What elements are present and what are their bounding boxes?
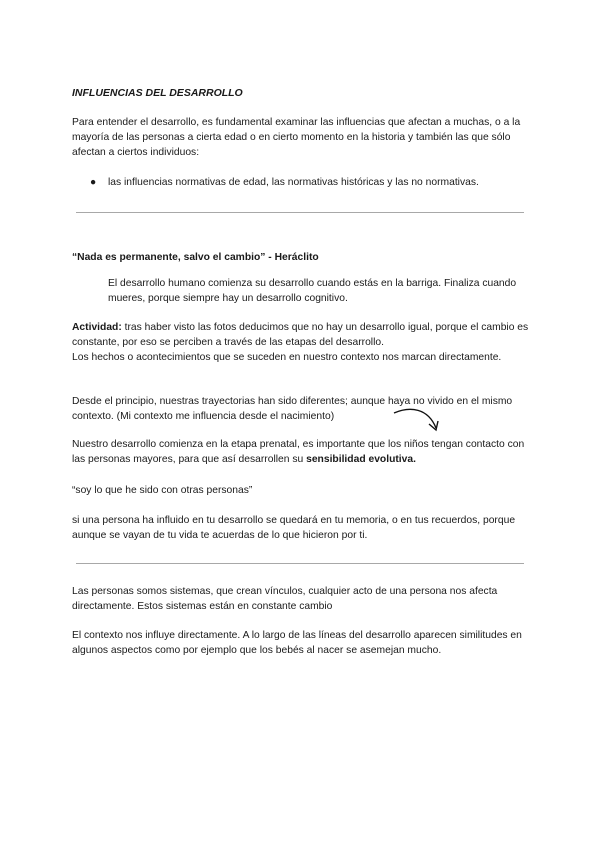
sensibilidad-evolutiva: sensibilidad evolutiva. xyxy=(306,454,416,465)
quote-heading xyxy=(72,250,532,265)
actividad-line2: Los hechos o acontecimientos que se suceden en nuestro contexto nos marcan directamente. xyxy=(72,352,502,363)
divider xyxy=(76,212,524,213)
soy-quote: “soy lo que he sido con otras personas” xyxy=(72,485,253,496)
quote-separator: - xyxy=(265,252,275,263)
memoria-paragraph: si una persona ha influido en tu desarrollo se quedará en tu memoria, o en tus recuerdos, porque aunque se vayan de tu vida te acuerdas de lo que hicieron por ti. xyxy=(72,515,516,541)
quote-author: Heráclito xyxy=(274,252,319,263)
actividad-text: tras haber visto las fotos deducimos que no hay un desarrollo igual, porque el cambio es constante, por eso se perciben a través de las etapas del desarrollo. xyxy=(72,322,529,348)
indented-paragraph: El desarrollo humano comienza su desarrollo cuando estás en la barriga. Finaliza cuando mueres, porque siempre hay un desarrollo cognitivo. xyxy=(108,278,517,304)
contexto-paragraph: El contexto nos influye directamente. A lo largo de las líneas del desarrollo aparecen similitudes en algunos aspectos como por ejemplo que los bebés al nacer se asemejan mucho. xyxy=(72,630,522,656)
bullet-marker: ● xyxy=(90,177,97,188)
prenatal-text: Nuestro desarrollo comienza en la etapa prenatal, es importante que los niños tengan contacto con las personas mayores, para que así desarrollen su xyxy=(72,439,525,465)
page-title: INFLUENCIAS DEL DESARROLLO xyxy=(72,87,243,99)
curved-arrow-icon xyxy=(392,402,442,442)
divider xyxy=(76,563,524,564)
quote-text: “Nada es permanente, salvo el cambio” xyxy=(72,252,266,263)
sistemas-paragraph: Las personas somos sistemas, que crean vínculos, cualquier acto de una persona nos afecta directamente. Estos sistemas están en constante cambio xyxy=(72,586,498,612)
desde-paragraph: Desde el principio, nuestras trayectorias han sido diferentes; aunque haya no vivido en el mismo contexto. (Mi contexto me influencia desde el nacimiento) xyxy=(72,396,513,422)
list-item-text: las influencias normativas de edad, las normativas históricas y las no normativas. xyxy=(108,177,479,188)
prenatal-paragraph xyxy=(72,437,532,467)
intro-paragraph: Para entender el desarrollo, es fundamental examinar las influencias que afectan a muchas, o a la mayoría de las personas a cierta edad o en cierto momento en la historia y también las que sólo afectan a ciertos individuos: xyxy=(72,117,521,158)
actividad-label: Actividad: xyxy=(72,322,122,333)
actividad-paragraph xyxy=(72,320,532,365)
